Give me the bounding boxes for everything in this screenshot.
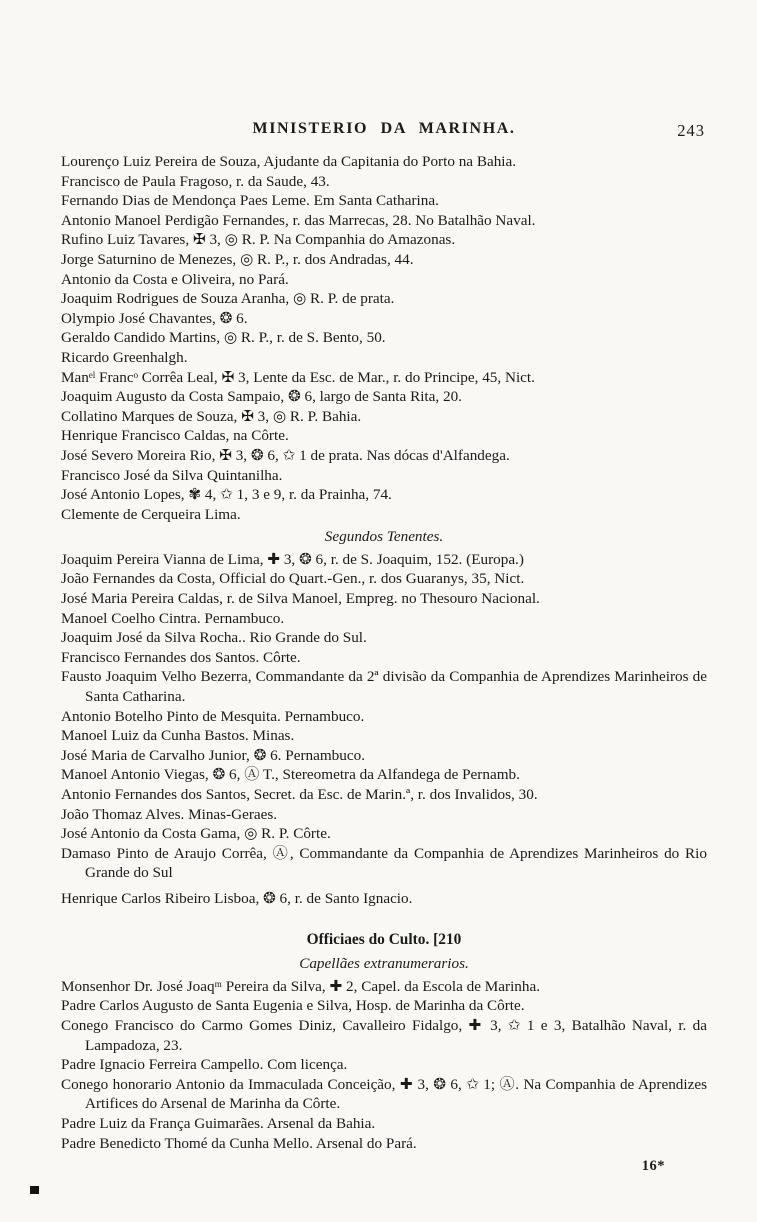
entry-line: Padre Luiz da França Guimarães. Arsenal da Bahia.: [61, 1114, 376, 1132]
entry-line: José Severo Moreira Rio, ✠ 3, ❂ 6, ✩ 1 de prata. Nas dócas d'Alfandega.: [61, 446, 510, 464]
entry-line: Antonio Manoel Perdigão Fernandes, r. das Marrecas, 28. No Batalhão Naval.: [61, 211, 536, 229]
entry-line: Monsenhor Dr. José Joaqᵐ Pereira da Silva, ✚ 2, Capel. da Escola de Marinha.: [61, 977, 541, 995]
page-number: 243: [677, 121, 705, 140]
entry-line: José Maria de Carvalho Junior, ❂ 6. Pernambuco.: [61, 746, 365, 764]
entry-line: Rufino Luiz Tavares, ✠ 3, ◎ R. P. Na Companhia do Amazonas.: [61, 231, 456, 249]
entry-line: João Fernandes da Costa, Official do Quart.-Gen., r. dos Guaranys, 35, Nict.: [61, 570, 525, 588]
entry-line: José Antonio Lopes, ✾ 4, ✩ 1, 3 e 9, r. da Prainha, 74.: [61, 486, 392, 504]
entry-line: Padre Ignacio Ferreira Campello. Com licença.: [61, 1056, 348, 1074]
entry-line: Padre Benedicto Thomé da Cunha Mello. Arsenal do Pará.: [61, 1134, 417, 1152]
entry-line: Lourenço Luiz Pereira de Souza, Ajudante da Capitania do Porto na Bahia.: [61, 153, 517, 170]
entry-line: Olympio José Chavantes, ❂ 6.: [61, 309, 248, 327]
entry-line: Conego Francisco do Carmo Gomes Diniz, Cavalleiro Fidalgo, ✚ 3, ✩ 1 e 3, Batalhão Naval, r. da Lampadoza, 23.: [61, 1016, 707, 1054]
entry-line: Fausto Joaquim Velho Bezerra, Commandante da 2ª divisão da Companhia de Aprendizes Marinheiros de Santa Catharina.: [61, 668, 707, 706]
ink-blot: [30, 1186, 39, 1194]
entry-line: Manoel Coelho Cintra. Pernambuco.: [61, 609, 285, 627]
entry-line: José Maria Pereira Caldas, r. de Silva Manoel, Empreg. no Thesouro Nacional.: [61, 590, 540, 608]
entry-line: Conego honorario Antonio da Immaculada Conceição, ✚ 3, ❂ 6, ✩ 1; Ⓐ. Na Companhia de Aprendizes Artifices do Arsenal de Marinha da Côrte.: [61, 1075, 707, 1113]
entry-line: Francisco de Paula Fragoso, r. da Saude, 43.: [61, 172, 330, 190]
entry-line: Francisco Fernandes dos Santos. Côrte.: [61, 648, 301, 666]
entry-line: Clemente de Cerqueira Lima.: [61, 505, 241, 523]
text-block: [61, 120, 707, 1153]
entry-line: Joaquim Rodrigues de Souza Aranha, ◎ R. P. de prata.: [61, 290, 395, 308]
section-heading: Segundos Tenentes.: [324, 528, 444, 546]
entry-line: Ricardo Greenhalgh.: [61, 348, 188, 366]
entry-line: Henrique Carlos Ribeiro Lisboa, ❂ 6, r. de Santo Ignacio.: [61, 889, 413, 907]
entry-line: Padre Carlos Augusto de Santa Eugenia e Silva, Hosp. de Marinha da Côrte.: [61, 997, 525, 1015]
entry-line: Antonio Fernandes dos Santos, Secret. da Esc. de Marin.ª, r. dos Invalidos, 30.: [61, 786, 538, 803]
entry-line: Manoel Antonio Viegas, ❂ 6, Ⓐ T., Stereometra da Alfandega de Pernamb.: [61, 766, 520, 784]
entry-line: Antonio da Costa e Oliveira, no Pará.: [61, 270, 289, 288]
entry-line: Antonio Botelho Pinto de Mesquita. Pernambuco.: [61, 707, 365, 725]
page-title: MINISTERIO DA MARINHA.: [252, 120, 516, 137]
entry-line: Collatino Marques de Souza, ✠ 3, ◎ R. P. Bahia.: [61, 407, 362, 425]
section-heading: Capellães extranumerarios.: [299, 955, 469, 973]
entry-line: Francisco José da Silva Quintanilha.: [61, 466, 283, 484]
signature-mark: 16*: [641, 1158, 665, 1174]
entry-line: João Thomaz Alves. Minas-Geraes.: [61, 805, 278, 823]
entry-line: Jorge Saturnino de Menezes, ◎ R. P., r. dos Andradas, 44.: [61, 250, 414, 268]
entry-line: Manᵉˡ Francᵒ Corrêa Leal, ✠ 3, Lente da Esc. de Mar., r. do Principe, 45, Nict.: [61, 368, 535, 386]
entry-line: Joaquim Augusto da Costa Sampaio, ❂ 6, largo de Santa Rita, 20.: [61, 388, 462, 406]
entry-list: [61, 152, 707, 1153]
entry-line: Joaquim José da Silva Rocha.. Rio Grande do Sul.: [61, 629, 367, 647]
entry-line: José Antonio da Costa Gama, ◎ R. P. Côrte.: [61, 825, 331, 843]
entry-line: Manoel Luiz da Cunha Bastos. Minas.: [61, 727, 295, 745]
running-header: [61, 120, 707, 140]
entry-line: Henrique Francisco Caldas, na Côrte.: [61, 427, 289, 445]
entry-line: Fernando Dias de Mendonça Paes Leme. Em Santa Catharina.: [61, 192, 439, 210]
entry-line: Geraldo Candido Martins, ◎ R. P., r. de S. Bento, 50.: [61, 329, 386, 347]
entry-line: Damaso Pinto de Araujo Corrêa, Ⓐ, Commandante da Companhia de Aprendizes Marinheiros do Rio Grande do Sul: [61, 844, 707, 882]
section-heading: Officiaes do Culto. [210: [306, 930, 462, 948]
entry-line: Joaquim Pereira Vianna de Lima, ✚ 3, ❂ 6, r. de S. Joaquim, 152. (Europa.): [61, 550, 524, 568]
